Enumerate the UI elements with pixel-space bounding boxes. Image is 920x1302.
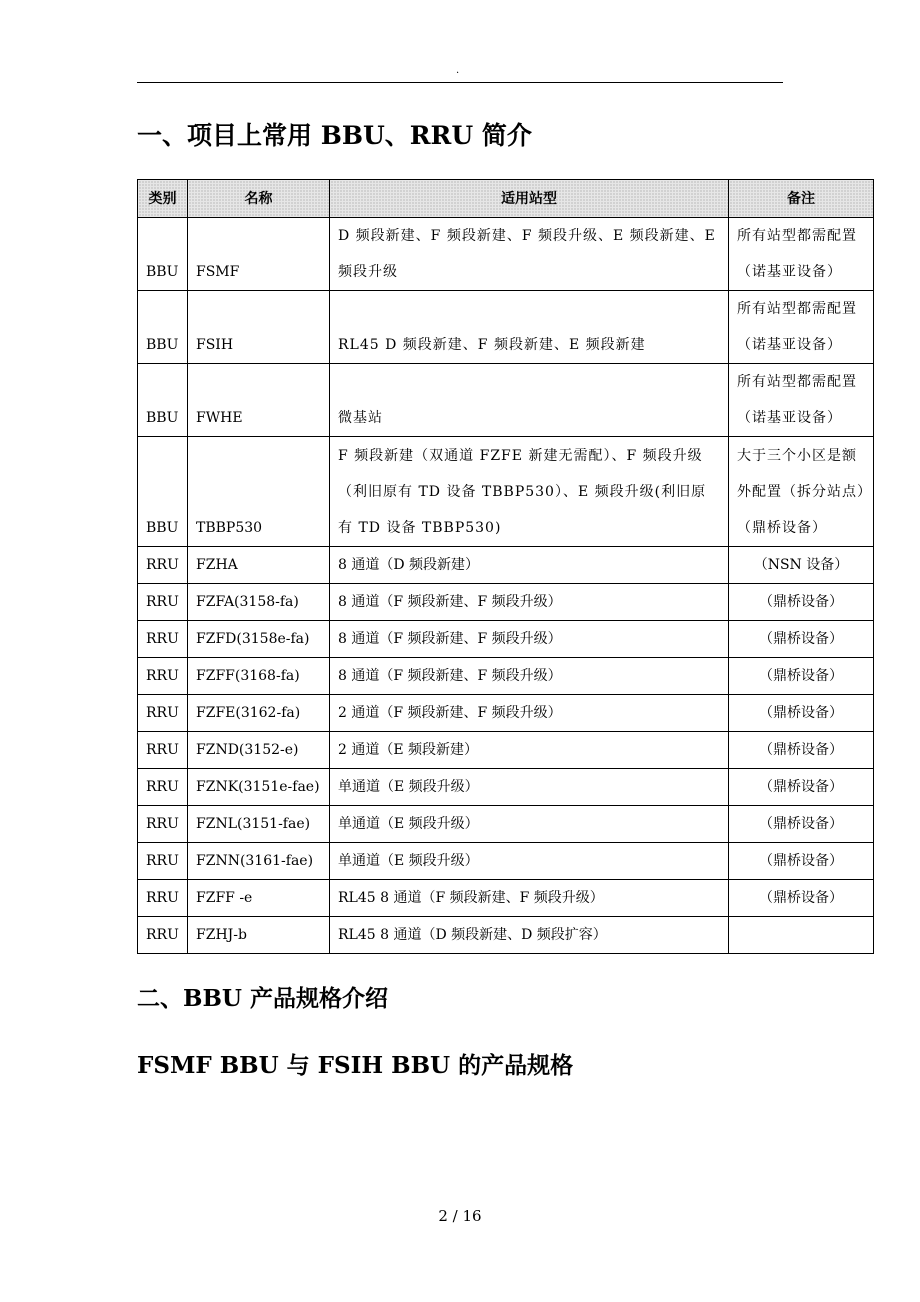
cell-category: RRU bbox=[138, 806, 188, 843]
header-mark: . bbox=[456, 65, 460, 76]
cell-note: 大于三个小区是额外配置（拆分站点）（鼎桥设备） bbox=[729, 437, 874, 547]
page-number: 2 / 16 bbox=[438, 1207, 482, 1225]
table-row bbox=[138, 364, 874, 437]
cell-note: （鼎桥设备） bbox=[729, 695, 874, 732]
cell-note: 所有站型都需配置（诺基亚设备） bbox=[729, 364, 874, 437]
cell-category: RRU bbox=[138, 732, 188, 769]
cell-site-type: 单通道（E 频段升级） bbox=[330, 769, 729, 806]
table-row bbox=[138, 732, 874, 769]
cell-note: （鼎桥设备） bbox=[729, 621, 874, 658]
cell-site-type: D 频段新建、F 频段新建、F 频段升级、E 频段新建、E 频段升级 bbox=[330, 218, 729, 291]
cell-category: RRU bbox=[138, 880, 188, 917]
cell-note: 所有站型都需配置（诺基亚设备） bbox=[729, 218, 874, 291]
col-header-category: 类别 bbox=[138, 180, 188, 218]
cell-name: FZFF(3168-fa) bbox=[188, 658, 330, 695]
table-row bbox=[138, 769, 874, 806]
cell-note: （NSN 设备） bbox=[729, 547, 874, 584]
table-header-row bbox=[138, 180, 874, 218]
table-row bbox=[138, 437, 874, 547]
col-header-note: 备注 bbox=[729, 180, 874, 218]
cell-category: RRU bbox=[138, 769, 188, 806]
cell-category: BBU bbox=[138, 291, 188, 364]
cell-name: FZNL(3151-fae) bbox=[188, 806, 330, 843]
cell-category: BBU bbox=[138, 218, 188, 291]
cell-name: FZFA(3158-fa) bbox=[188, 584, 330, 621]
table-row bbox=[138, 695, 874, 732]
cell-note: （鼎桥设备） bbox=[729, 732, 874, 769]
cell-site-type: 8 通道（F 频段新建、F 频段升级） bbox=[330, 584, 729, 621]
cell-site-type: 8 通道（D 频段新建） bbox=[330, 547, 729, 584]
cell-note: （鼎桥设备） bbox=[729, 843, 874, 880]
cell-site-type: RL45 8 通道（F 频段新建、F 频段升级） bbox=[330, 880, 729, 917]
cell-note: （鼎桥设备） bbox=[729, 806, 874, 843]
table-row bbox=[138, 843, 874, 880]
cell-name: FSIH bbox=[188, 291, 330, 364]
col-header-name: 名称 bbox=[188, 180, 330, 218]
cell-site-type: 单通道（E 频段升级） bbox=[330, 843, 729, 880]
cell-note bbox=[729, 917, 874, 954]
cell-category: RRU bbox=[138, 547, 188, 584]
cell-name: FZFD(3158e-fa) bbox=[188, 621, 330, 658]
cell-name: FZHA bbox=[188, 547, 330, 584]
cell-site-type: 2 通道（F 频段新建、F 频段升级） bbox=[330, 695, 729, 732]
section-heading-2: 二、BBU 产品规格介绍 bbox=[137, 985, 388, 1012]
cell-name: FSMF bbox=[188, 218, 330, 291]
table-row bbox=[138, 547, 874, 584]
cell-note: （鼎桥设备） bbox=[729, 658, 874, 695]
cell-name: FZFE(3162-fa) bbox=[188, 695, 330, 732]
table-row bbox=[138, 291, 874, 364]
cell-category: RRU bbox=[138, 621, 188, 658]
header-rule bbox=[137, 82, 783, 83]
table-row bbox=[138, 880, 874, 917]
subsection-heading: FSMF BBU 与 FSIH BBU 的产品规格 bbox=[137, 1052, 574, 1079]
cell-name: FZNN(3161-fae) bbox=[188, 843, 330, 880]
cell-site-type: 8 通道（F 频段新建、F 频段升级） bbox=[330, 658, 729, 695]
table-row bbox=[138, 584, 874, 621]
cell-name: FWHE bbox=[188, 364, 330, 437]
table-row bbox=[138, 218, 874, 291]
cell-site-type: 单通道（E 频段升级） bbox=[330, 806, 729, 843]
cell-category: RRU bbox=[138, 695, 188, 732]
cell-category: RRU bbox=[138, 658, 188, 695]
table-row bbox=[138, 658, 874, 695]
cell-name: TBBP530 bbox=[188, 437, 330, 547]
cell-name: FZND(3152-e) bbox=[188, 732, 330, 769]
cell-name: FZNK(3151e-fae) bbox=[188, 769, 330, 806]
cell-name: FZFF -e bbox=[188, 880, 330, 917]
cell-site-type: 微基站 bbox=[330, 364, 729, 437]
equipment-table bbox=[137, 179, 874, 954]
cell-category: RRU bbox=[138, 917, 188, 954]
cell-note: （鼎桥设备） bbox=[729, 880, 874, 917]
cell-site-type: RL45 8 通道（D 频段新建、D 频段扩容） bbox=[330, 917, 729, 954]
cell-site-type: F 频段新建（双通道 FZFE 新建无需配）、F 频段升级（利旧原有 TD 设备 TBBP530）、E 频段升级(利旧原有 TD 设备 TBBP530) bbox=[330, 437, 729, 547]
cell-note: 所有站型都需配置（诺基亚设备） bbox=[729, 291, 874, 364]
cell-site-type: RL45 D 频段新建、F 频段新建、E 频段新建 bbox=[330, 291, 729, 364]
table-row bbox=[138, 621, 874, 658]
table-row bbox=[138, 917, 874, 954]
cell-site-type: 8 通道（F 频段新建、F 频段升级） bbox=[330, 621, 729, 658]
cell-name: FZHJ-b bbox=[188, 917, 330, 954]
col-header-site-type: 适用站型 bbox=[330, 180, 729, 218]
cell-category: BBU bbox=[138, 437, 188, 547]
cell-site-type: 2 通道（E 频段新建） bbox=[330, 732, 729, 769]
section-heading-1: 一、项目上常用 BBU、RRU 简介 bbox=[137, 121, 532, 150]
table-row bbox=[138, 806, 874, 843]
cell-note: （鼎桥设备） bbox=[729, 769, 874, 806]
cell-category: RRU bbox=[138, 843, 188, 880]
cell-note: （鼎桥设备） bbox=[729, 584, 874, 621]
cell-category: RRU bbox=[138, 584, 188, 621]
cell-category: BBU bbox=[138, 364, 188, 437]
